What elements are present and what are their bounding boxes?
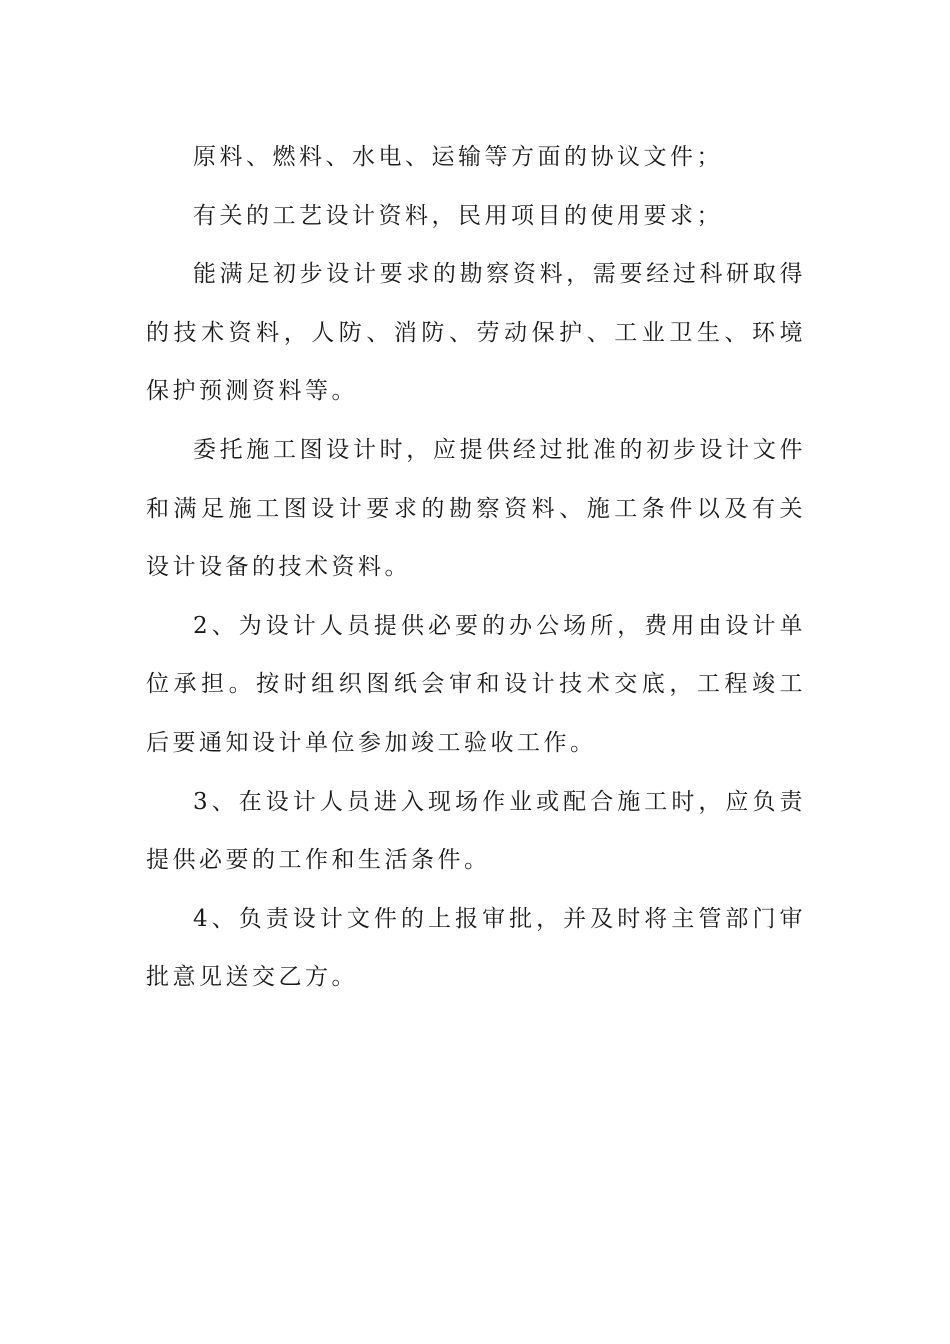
- document-body: [146, 128, 806, 1007]
- paragraph: 能满足初步设计要求的勘察资料，需要经过科研取得的技术资料，人防、消防、劳动保护、工业卫生、环境保护预测资料等。: [146, 261, 806, 405]
- paragraph: 原料、燃料、水电、运输等方面的协议文件；: [193, 144, 723, 170]
- paragraph: 委托施工图设计时，应提供经过批准的初步设计文件和满足施工图设计要求的勘察资料、施工条件以及有关设计设备的技术资料。: [146, 436, 806, 581]
- paragraph: 2、为设计人员提供必要的办公场所，费用由设计单位承担。按时组织图纸会审和设计技术交底，工程竣工后要通知设计单位参加竣工验收工作。: [146, 612, 806, 756]
- paragraph: 3、在设计人员进入现场作业或配合施工时，应负责提供必要的工作和生活条件。: [146, 788, 806, 874]
- paragraph: 有关的工艺设计资料，民用项目的使用要求；: [193, 202, 723, 229]
- paragraph: 4、负责设计文件的上报审批，并及时将主管部门审批意见送交乙方。: [146, 905, 806, 991]
